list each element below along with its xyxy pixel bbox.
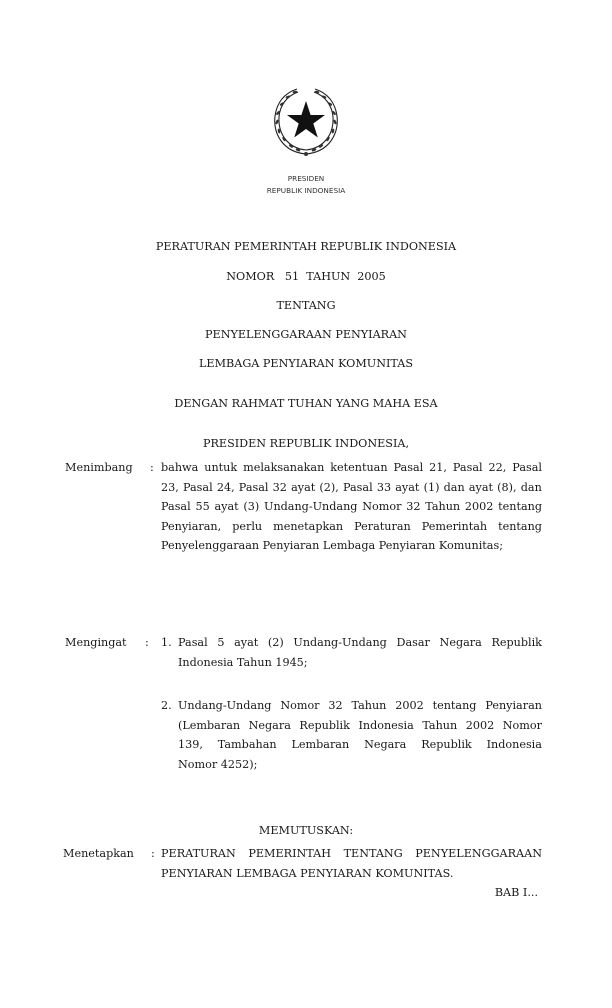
mengingat-colon: :: [145, 636, 149, 649]
word: Negara: [248, 718, 291, 732]
word: 22,: [488, 461, 507, 474]
mengingat-item-line: [178, 716, 542, 736]
mengingat-item-line: Indonesia Tahun 1945;: [178, 655, 308, 669]
menetapkan-line: PENYIARAN LEMBAGA PENYIARAN KOMUNITAS.: [161, 866, 454, 880]
word: ayat: [234, 636, 259, 649]
word: 32: [328, 699, 343, 712]
word: Republik: [299, 718, 350, 732]
menimbang-colon: :: [150, 461, 154, 474]
word: Pasal: [393, 461, 424, 474]
word: 139,: [178, 738, 203, 752]
word: Indonesia: [358, 718, 414, 732]
menimbang-line: [161, 458, 542, 478]
menimbang-line: [161, 497, 542, 517]
menimbang-label: Menimbang: [65, 461, 133, 474]
word: ayat: [214, 500, 239, 514]
word: Pasal: [178, 636, 208, 649]
invocation: DENGAN RAHMAT TUHAN YANG MAHA ESA: [174, 397, 438, 410]
word: bahwa: [161, 461, 199, 474]
word: Indonesia: [486, 738, 542, 752]
word: Lembaran: [291, 738, 350, 752]
mengingat-item-line: Nomor 4252);: [178, 757, 258, 771]
emblem-caption-line1: PRESIDEN: [287, 174, 325, 183]
mengingat-label: Mengingat: [65, 636, 127, 649]
word: PENYELENGGARAAN: [415, 847, 542, 860]
menimbang-line: [161, 478, 542, 498]
mengingat-item-number: 1.: [161, 636, 172, 649]
word: Penyiaran: [485, 699, 542, 712]
menimbang-text: [161, 458, 542, 556]
word: untuk: [204, 461, 238, 474]
word: Tambahan: [217, 738, 277, 752]
word: 55: [195, 500, 210, 514]
word: (3): [243, 500, 260, 514]
word: tentang: [432, 699, 477, 712]
word: Republik: [421, 738, 472, 752]
word: tentang: [498, 519, 542, 533]
regulation-subject-line1: PENYELENGGARAAN PENYIARAN: [205, 328, 407, 341]
word: Undang-Undang: [178, 699, 272, 712]
word: 21,: [429, 461, 447, 474]
word: 32: [272, 480, 287, 494]
word: Pasal: [161, 500, 191, 514]
word: (2): [267, 636, 284, 649]
word: dan: [443, 480, 465, 494]
emblem-caption-line2: REPUBLIK INDONESIA: [266, 186, 346, 195]
menetapkan-line: [161, 844, 542, 864]
word: ayat: [395, 480, 420, 494]
word: (2),: [319, 480, 339, 494]
word: tentang: [498, 500, 542, 514]
regulation-about: TENTANG: [276, 299, 336, 312]
word: ayat: [468, 480, 493, 494]
word: (1): [423, 480, 440, 494]
word: ketentuan: [330, 461, 388, 474]
word: 33: [376, 480, 392, 494]
word: menetapkan: [273, 519, 344, 533]
word: (Lembaran: [178, 718, 241, 732]
menetapkan-text: [161, 844, 542, 883]
mengingat-item-line: [178, 735, 542, 755]
word: Republik: [491, 636, 542, 649]
menetapkan-label: Menetapkan: [63, 847, 134, 860]
word: 2002: [464, 500, 494, 514]
mengingat-item-2: [178, 696, 542, 774]
menimbang-line: Penyelenggaraan Penyiaran Lembaga Penyiaran Komunitas;: [161, 539, 503, 553]
word: Tahun: [351, 699, 387, 712]
word: perlu: [232, 519, 263, 533]
word: 2002: [465, 718, 495, 732]
mengingat-item-line: [178, 633, 542, 653]
mengingat-item-line: [178, 696, 542, 716]
word: Tahun: [422, 718, 458, 732]
regulation-subject-line2: LEMBAGA PENYIARAN KOMUNITAS: [198, 357, 414, 370]
authority: PRESIDEN REPUBLIK INDONESIA,: [202, 437, 410, 450]
word: Nomor: [280, 699, 320, 712]
word: 23,: [161, 480, 179, 494]
word: 24,: [216, 480, 235, 494]
word: Pasal: [182, 480, 213, 494]
word: Pasal: [512, 461, 542, 474]
word: melaksanakan: [243, 461, 325, 474]
word: Dasar: [396, 636, 430, 649]
word: dan: [520, 480, 542, 494]
word: Nomor: [362, 500, 402, 514]
word: 5: [217, 636, 225, 649]
regulation-number: NOMOR 51 TAHUN 2005: [226, 270, 386, 283]
word: TENTANG: [343, 847, 403, 860]
garuda-emblem-icon: [267, 82, 345, 160]
word: Pasal: [452, 461, 483, 474]
word: Pasal: [238, 480, 269, 494]
word: Negara: [439, 636, 482, 649]
word: Peraturan: [354, 519, 411, 533]
word: 2002: [395, 699, 424, 712]
word: Penyiaran,: [161, 519, 222, 533]
regulation-title: PERATURAN PEMERINTAH REPUBLIK INDONESIA: [155, 240, 457, 253]
decision-heading: MEMUTUSKAN:: [258, 824, 354, 837]
word: Negara: [364, 738, 407, 752]
word: 32: [406, 500, 421, 514]
word: Tahun: [425, 500, 461, 514]
word: ayat: [291, 480, 316, 494]
word: PEMERINTAH: [248, 847, 331, 860]
word: (8),: [497, 480, 517, 494]
word: Pasal: [342, 480, 373, 494]
mengingat-item-1: [178, 633, 542, 672]
continuation-marker: BAB I...: [494, 886, 538, 899]
mengingat-item-number: 2.: [161, 699, 172, 712]
word: Undang-Undang: [293, 636, 387, 649]
word: Undang-Undang: [264, 500, 358, 514]
word: Nomor: [502, 718, 542, 732]
word: Pemerintah: [421, 519, 488, 533]
word: PERATURAN: [161, 847, 236, 860]
menetapkan-colon: :: [151, 847, 155, 860]
menimbang-line: [161, 517, 542, 537]
